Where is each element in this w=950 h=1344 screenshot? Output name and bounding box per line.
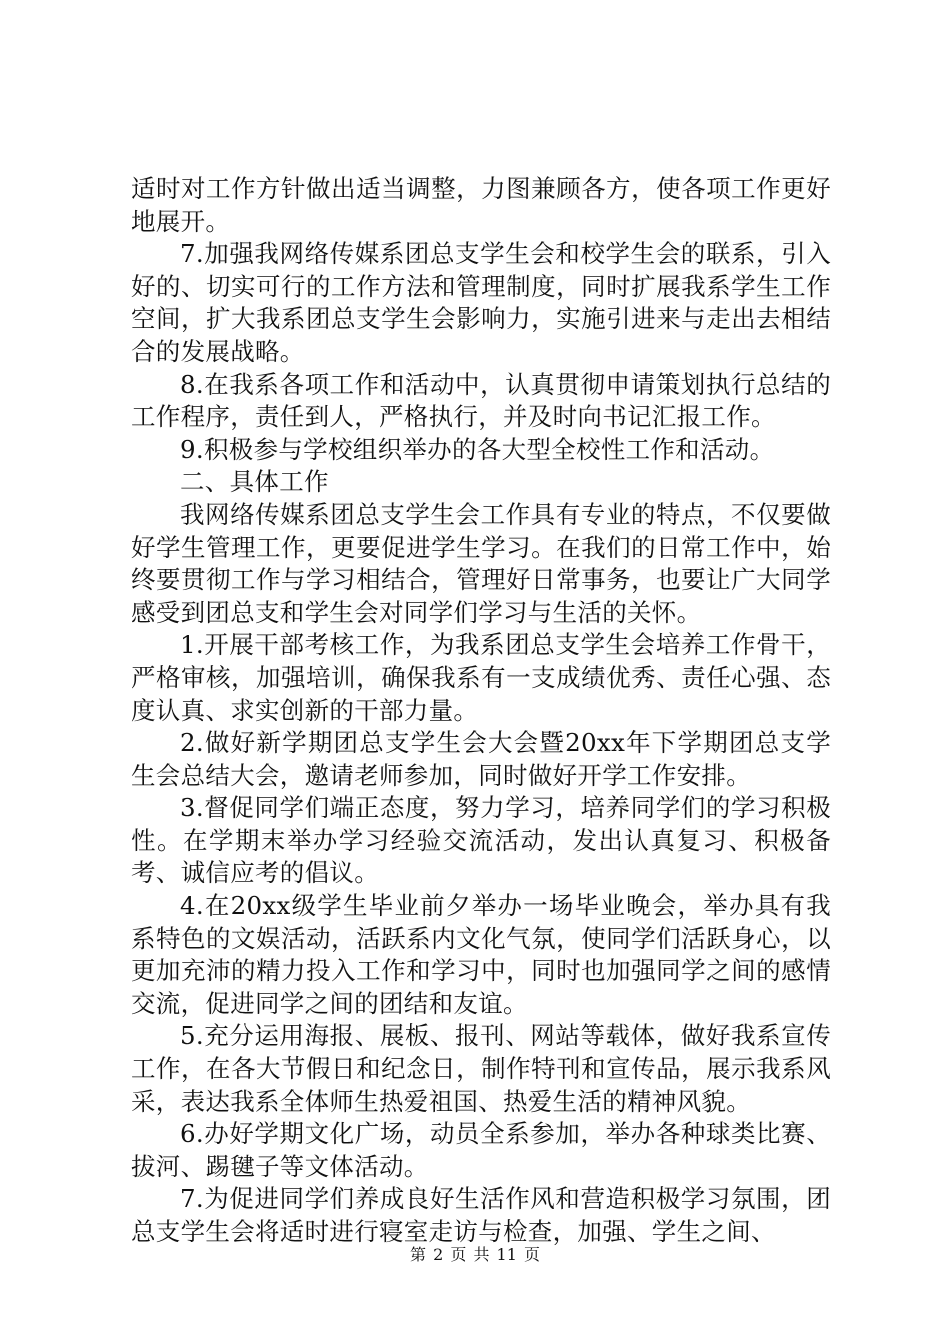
- paragraph-task-1: 1.开展干部考核工作，为我系团总支学生会培养工作骨干，严格审核，加强培训，确保我系有一支成绩优秀、责任心强、态度认真、求实创新的干部力量。: [131, 630, 831, 725]
- paragraph-continuation: 适时对工作方针做出适当调整，力图兼顾各方，使各项工作更好地展开。: [131, 174, 831, 236]
- paragraph-task-5: 5.充分运用海报、展板、报刊、网站等载体，做好我系宣传工作，在各大节假日和纪念日，制作特刊和宣传品，展示我系风采，表达我系全体师生热爱祖国、热爱生活的精神风貌。: [131, 1021, 831, 1116]
- page-footer: [0, 1242, 950, 1265]
- paragraph-task-3: 3.督促同学们端正态度，努力学习，培养同学们的学习积极性。在学期末举办学习经验交流活动，发出认真复习、积极备考、诚信应考的倡议。: [131, 793, 831, 888]
- paragraph-task-6: 6.办好学期文化广场，动员全系参加，举办各种球类比赛、拔河、踢毽子等文体活动。: [131, 1119, 831, 1181]
- section-heading: 二、具体工作: [180, 467, 329, 497]
- paragraph-item-7-liaison: 7.加强我网络传媒系团总支学生会和校学生会的联系，引入好的、切实可行的工作方法和管理制度，同时扩展我系学生工作空间，扩大我系团总支学生会影响力，实施引进来与走出去相结合的发展战略。: [131, 239, 831, 366]
- paragraph-item-9-participation: 9.积极参与学校组织举办的各大型全校性工作和活动。: [180, 434, 775, 464]
- paragraph-section-intro: 我网络传媒系团总支学生会工作具有专业的特点，不仅要做好学生管理工作，更要促进学生学习。在我们的日常工作中，始终要贯彻工作与学习相结合，管理好日常事务，也要让广大同学感受到团总支和学生会对同学们学习与生活的关怀。: [131, 499, 831, 627]
- paragraph-task-2: 2.做好新学期团总支学生会大会暨20xx年下学期团总支学生会总结大会，邀请老师参加，同时做好开学工作安排。: [131, 728, 831, 790]
- document-body: [131, 173, 831, 1249]
- paragraph-task-4: 4.在20xx级学生毕业前夕举办一场毕业晚会，举办具有我系特色的文娱活动，活跃系内文化气氛，使同学们活跃身心，以更加充沛的精力投入工作和学习中，同时也加强同学之间的感情交流，促进同学之间的团结和友谊。: [131, 891, 831, 1018]
- paragraph-item-8-procedure: 8.在我系各项工作和活动中，认真贯彻申请策划执行总结的工作程序，责任到人，严格执行，并及时向书记汇报工作。: [131, 369, 831, 432]
- page-number-label: 第 2 页 共 11 页: [410, 1245, 540, 1264]
- paragraph-task-7: 7.为促进同学们养成良好生活作风和营造积极学习氛围，团总支学生会将适时进行寝室走访与检查，加强、学生之间、: [131, 1184, 831, 1246]
